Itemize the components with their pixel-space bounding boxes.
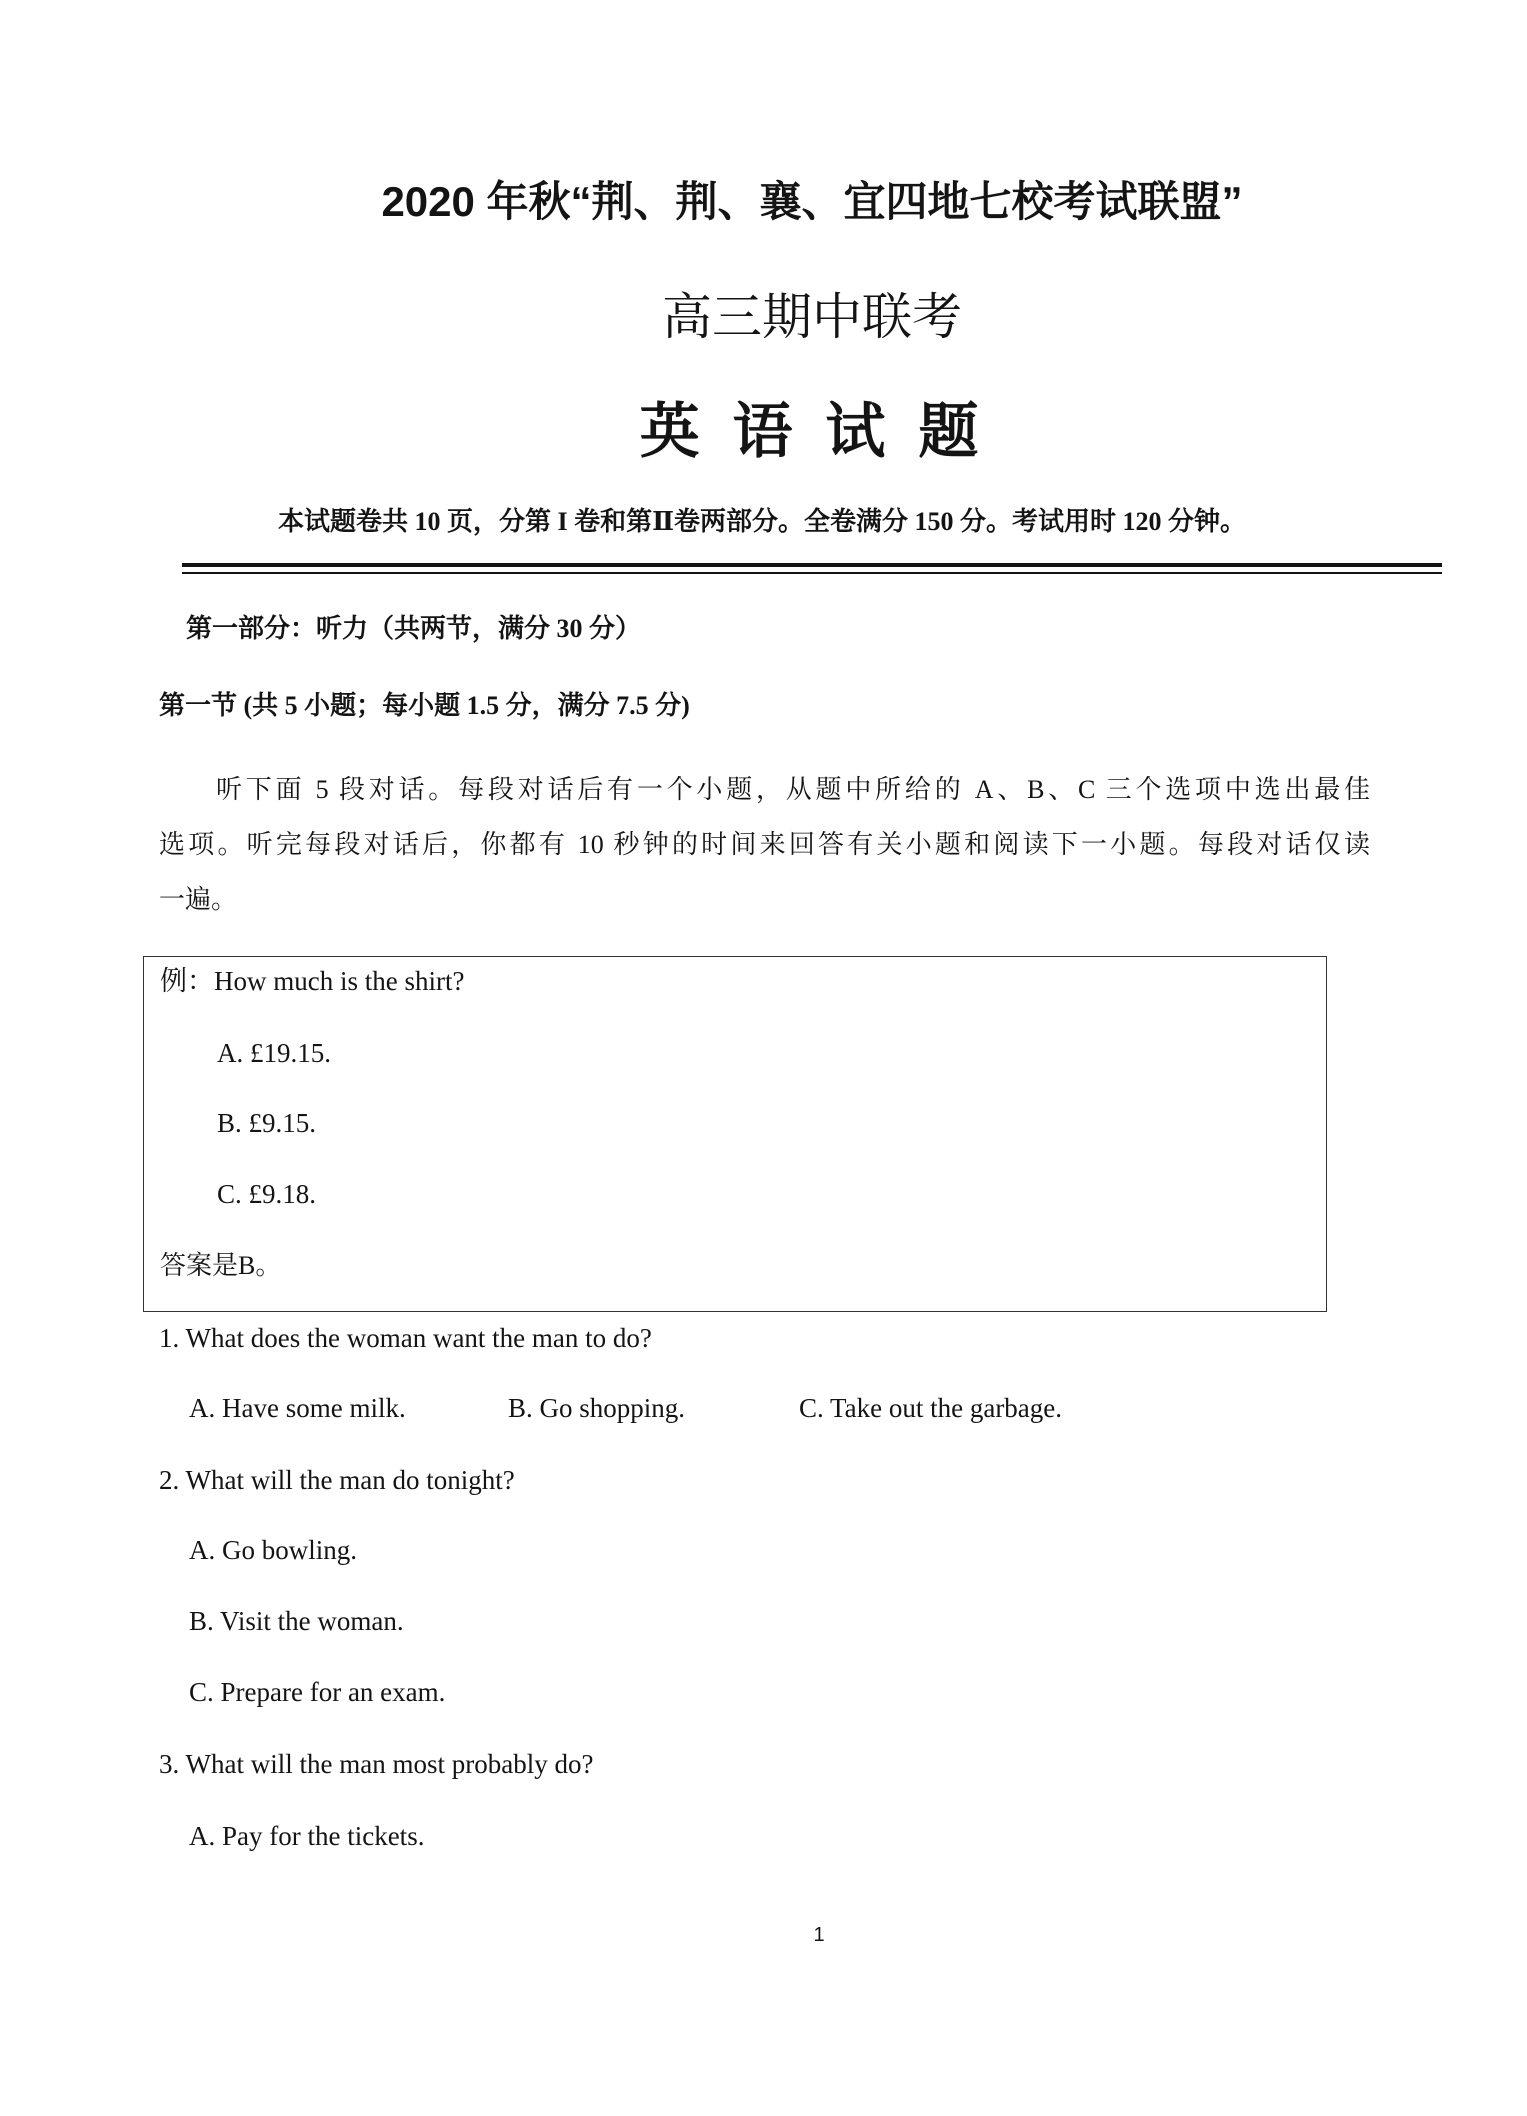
page-number: 1 [813, 1924, 825, 1946]
section-one-heading: 第一节 (共 5 小题；每小题 1.5 分，满分 7.5 分) [159, 691, 690, 720]
exam-subtitle: 高三期中联考 [662, 289, 962, 345]
exam-subject-title: 英 语 试 题 [639, 397, 985, 467]
example-answer: 答案是B。 [160, 1251, 282, 1280]
answer-option: C. Prepare for an exam. [189, 1677, 446, 1707]
example-option: C. £9.18. [217, 1179, 317, 1209]
example-question: 例：How much is the shirt? [160, 966, 465, 996]
example-option: A. £19.15. [217, 1038, 331, 1068]
answer-option: B. Go shopping. [508, 1393, 686, 1423]
answer-option: A. Pay for the tickets. [189, 1821, 425, 1851]
question-stem: 3. What will the man most probably do? [159, 1749, 594, 1779]
alliance-title: 2020 年秋“荆、荆、襄、宜四地七校考试联盟” [381, 178, 1243, 225]
answer-option: C. Take out the garbage. [799, 1393, 1063, 1423]
question-stem: 1. What does the woman want the man to do? [159, 1323, 652, 1353]
part-one-heading: 第一部分：听力（共两节，满分 30 分） [186, 614, 642, 643]
header-rule-thick [182, 563, 1442, 567]
instructions-line: 听下面 5 段对话。每段对话后有一个小题，从题中所给的 A、B、C 三个选项中选出最佳 [216, 775, 1370, 804]
question-stem: 2. What will the man do tonight? [159, 1465, 515, 1495]
answer-option: A. Go bowling. [189, 1535, 357, 1565]
header-rule-thin [182, 572, 1442, 574]
exam-info-line: 本试题卷共 10 页，分第 I 卷和第Ⅱ卷两部分。全卷满分 150 分。考试用时 120 分钟。 [277, 507, 1247, 536]
answer-option: A. Have some milk. [189, 1393, 406, 1423]
instructions-line: 选项。听完每段对话后，你都有 10 秒钟的时间来回答有关小题和阅读下一小题。每段对话仅读 [159, 830, 1370, 859]
instructions-line: 一遍。 [159, 885, 238, 914]
example-option: B. £9.15. [217, 1108, 317, 1138]
answer-option: B. Visit the woman. [189, 1606, 404, 1636]
example-box [143, 956, 1327, 1312]
